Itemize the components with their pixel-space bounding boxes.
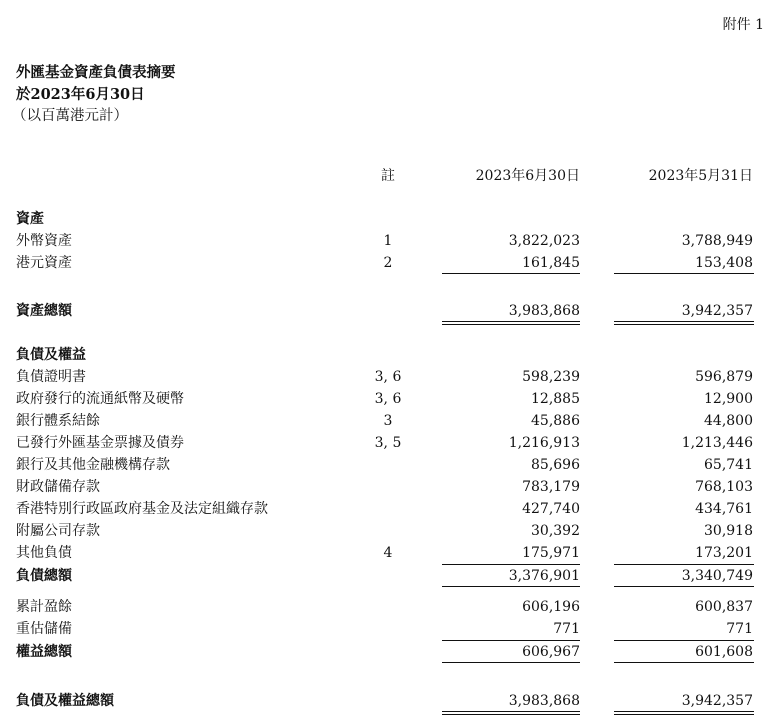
row-value-col2: 44,800 [704, 413, 753, 429]
attachment-label: 附件 1 [722, 17, 764, 33]
row-value-col1: 45,886 [531, 413, 580, 429]
subtotal-rule [442, 662, 580, 663]
row-value-col1: 783,179 [522, 479, 580, 495]
liabilities-total-col2: 3,340,749 [681, 568, 753, 584]
subtotal-rule [442, 640, 580, 641]
row-value-col2: 596,879 [695, 369, 753, 385]
total-double-rule [614, 711, 754, 715]
row-label: 累計盈餘 [16, 599, 72, 615]
row-value-col1: 606,196 [522, 599, 580, 615]
row-label: 港元資產 [16, 255, 72, 271]
row-label: 財政儲備存款 [16, 479, 100, 495]
row-label: 香港特別行政區政府基金及法定組織存款 [16, 501, 268, 517]
grand-total-col1: 3,983,868 [508, 693, 580, 709]
assets-total-label: 資產總額 [16, 303, 72, 319]
total-double-rule [442, 711, 580, 715]
row-value-col1: 175,971 [522, 545, 580, 561]
equity-total-label: 權益總額 [16, 644, 72, 660]
row-label: 負債證明書 [16, 369, 86, 385]
row-label: 已發行外匯基金票據及債券 [16, 435, 184, 451]
subtotal-rule [614, 586, 754, 587]
row-value-col1: 598,239 [522, 369, 580, 385]
liabilities-total-col1: 3,376,901 [508, 568, 580, 584]
document-date: 於2023年6月30日 [16, 86, 145, 103]
row-label: 政府發行的流通紙幣及硬幣 [16, 391, 184, 407]
header-note: 註 [381, 168, 395, 184]
row-value-col1: 85,696 [531, 457, 580, 473]
row-value-col2: 30,918 [704, 523, 753, 539]
equity-total-col2: 601,608 [695, 644, 753, 660]
assets-heading: 資產 [16, 211, 44, 227]
row-note: 3, 5 [374, 435, 402, 451]
row-value-col2: 173,201 [695, 545, 753, 561]
header-col-2023-05-31: 2023年5月31日 [648, 168, 753, 184]
subtotal-rule [442, 273, 580, 274]
document-title: 外匯基金資產負債表摘要 [16, 64, 176, 81]
total-double-rule [614, 321, 754, 325]
row-label: 附屬公司存款 [16, 523, 100, 539]
row-label: 外幣資產 [16, 233, 72, 249]
document-unit: （以百萬港元計） [12, 108, 128, 124]
row-label: 重估儲備 [16, 621, 72, 637]
row-value-col2: 771 [726, 621, 753, 637]
row-note: 2 [383, 255, 393, 271]
row-value-col2: 600,837 [695, 599, 753, 615]
row-value-col2: 434,761 [695, 501, 753, 517]
row-note: 3, 6 [374, 369, 402, 385]
subtotal-rule [614, 662, 754, 663]
subtotal-rule [614, 640, 754, 641]
row-label: 銀行體系結餘 [16, 413, 100, 429]
row-value-col1: 3,822,023 [508, 233, 580, 249]
row-value-col1: 427,740 [522, 501, 580, 517]
assets-total-col1: 3,983,868 [508, 303, 580, 319]
row-note: 4 [383, 545, 393, 561]
row-note: 1 [383, 233, 393, 249]
equity-total-col1: 606,967 [522, 644, 580, 660]
row-value-col2: 153,408 [695, 255, 753, 271]
row-value-col1: 30,392 [531, 523, 580, 539]
row-value-col1: 771 [553, 621, 580, 637]
grand-total-col2: 3,942,357 [681, 693, 753, 709]
row-value-col1: 161,845 [522, 255, 580, 271]
subtotal-rule [614, 564, 754, 565]
row-value-col2: 12,900 [704, 391, 753, 407]
grand-total-label: 負債及權益總額 [16, 693, 114, 709]
row-value-col2: 3,788,949 [681, 233, 753, 249]
row-value-col1: 12,885 [531, 391, 580, 407]
row-value-col1: 1,216,913 [508, 435, 580, 451]
subtotal-rule [442, 564, 580, 565]
assets-total-col2: 3,942,357 [681, 303, 753, 319]
row-value-col2: 65,741 [704, 457, 753, 473]
subtotal-rule [614, 273, 754, 274]
header-col-2023-06-30: 2023年6月30日 [475, 168, 580, 184]
row-note: 3 [383, 413, 393, 429]
total-double-rule [442, 321, 580, 325]
row-label: 其他負債 [16, 545, 72, 561]
subtotal-rule [442, 586, 580, 587]
liabilities-total-label: 負債總額 [16, 568, 72, 584]
row-note: 3, 6 [374, 391, 402, 407]
row-value-col2: 768,103 [695, 479, 753, 495]
liabilities-heading: 負債及權益 [16, 347, 86, 363]
row-label: 銀行及其他金融機構存款 [16, 457, 170, 473]
row-value-col2: 1,213,446 [681, 435, 753, 451]
